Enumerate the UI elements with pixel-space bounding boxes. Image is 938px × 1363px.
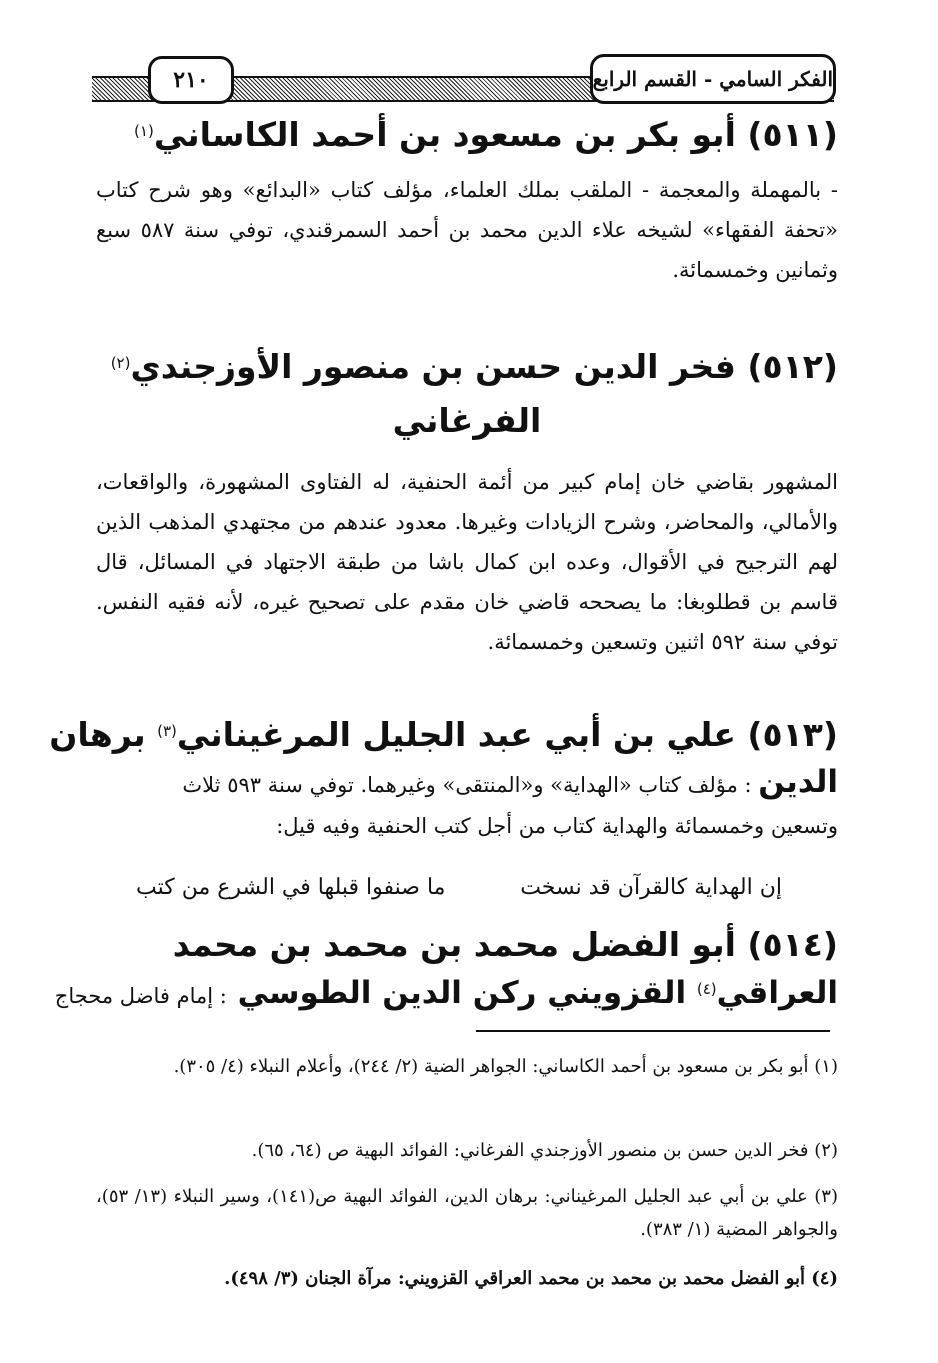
entry-512-title: (٥١٢) فخر الدين حسن بن منصور الأوزجندي	[130, 347, 838, 386]
entry-514-heading-line2	[54, 970, 838, 1019]
entry-513-heading	[49, 712, 838, 758]
verse-second-hemistich: ما صنفوا قبلها في الشرع من كتب	[136, 875, 446, 900]
entry-512-heading-line2: الفرغاني	[392, 401, 542, 440]
entry-513-line2	[96, 762, 838, 805]
entry-513-text-line2: وتسعين وخمسمائة والهداية كتاب من أجل كتب الحنفية وفيه قيل:	[276, 814, 838, 838]
entry-514-title-a: العراقي	[716, 975, 838, 1011]
page-number: ٢١٠	[148, 56, 234, 104]
entry-511-heading	[96, 112, 838, 158]
entry-513-title: (٥١٣) علي بن أبي عبد الجليل المرغيناني	[176, 715, 838, 754]
entry-511-text: - بالمهملة والمعجمة - الملقب بملك العلماء، مؤلف كتاب «البدائع» وهو شرح كتاب «تحفة الفقهاء» لشيخه علاء الدين محمد بن أحمد السمرقندي، توفي سنة ٥٨٧ سبع وثمانين وخمسمائة.	[96, 178, 838, 282]
footnote-ref-2: (٢)	[110, 354, 131, 372]
entry-511-title: (٥١١) أبو بكر بن مسعود بن أحمد الكاساني	[153, 115, 838, 154]
entry-513-title-end: الدين	[758, 764, 838, 800]
footnote-ref-1: (١)	[134, 122, 154, 140]
entry-513-title-tail: برهان	[49, 715, 146, 754]
entry-514-title-b: القزويني ركن الدين الطوسي	[237, 975, 687, 1011]
footnote-2: (٢) فخر الدين حسن بن منصور الأوزجندي الفرغاني: الفوائد البهية ص (٦٤، ٦٥).	[251, 1140, 838, 1161]
entry-512-heading	[96, 344, 838, 390]
footnote-separator	[476, 1030, 830, 1032]
entry-513-text-line1: : مؤلف كتاب «الهداية» و«المنتقى» وغيرهما. توفي سنة ٥٩٣ ثلاث	[182, 773, 752, 797]
footnote-3: (٣) علي بن أبي عبد الجليل المرغيناني: برهان الدين، الفوائد البهية ص(١٤١)، وسير النبلاء (١٣/ ٥٣)، والجواهر المضية (١/ ٣٨٣).	[96, 1186, 838, 1240]
footnote-4: (٤) أبو الفضل محمد بن محمد بن محمد العراقي القزويني: مرآة الجنان (٣/ ٤٩٨).	[224, 1268, 838, 1289]
running-title: الفكر السامي - القسم الرابع	[590, 54, 836, 104]
footnote-ref-3: (٣)	[157, 722, 177, 740]
footnote-ref-4: (٤)	[696, 980, 717, 998]
footnote-1: (١) أبو بكر بن مسعود بن أحمد الكاساني: الجواهر الضية (٢/ ٢٤٤)، وأعلام النبلاء (٤/ ٣٠٥).	[173, 1056, 838, 1077]
entry-512-text: المشهور بقاضي خان إمام كبير من أئمة الحنفية، له الفتاوى المشهورة، والواقعات، والأمالي، والمحاضر، وشرح الزيادات وغيرها. معدود عندهم من مجتهدي المذهب الذين لهم الترجيح في الأقوال، وعده ابن كمال باشا من طبقة الاجتهاد في المسائل، قال قاسم بن قطلوبغا: ما يصححه قاضي خان مقدم على تصحيح غيره، لأنه فقيه النفس. توفي سنة ٥٩٢ اثنين وتسعين وخمسمائة.	[96, 470, 838, 654]
entry-514-heading: (٥١٤) أبو الفضل محمد بن محمد بن محمد	[172, 925, 838, 964]
entry-514-text: : إمام فاضل محجاج	[54, 984, 227, 1008]
verse-first-hemistich: إن الهداية كالقرآن قد نسخت	[520, 875, 782, 900]
